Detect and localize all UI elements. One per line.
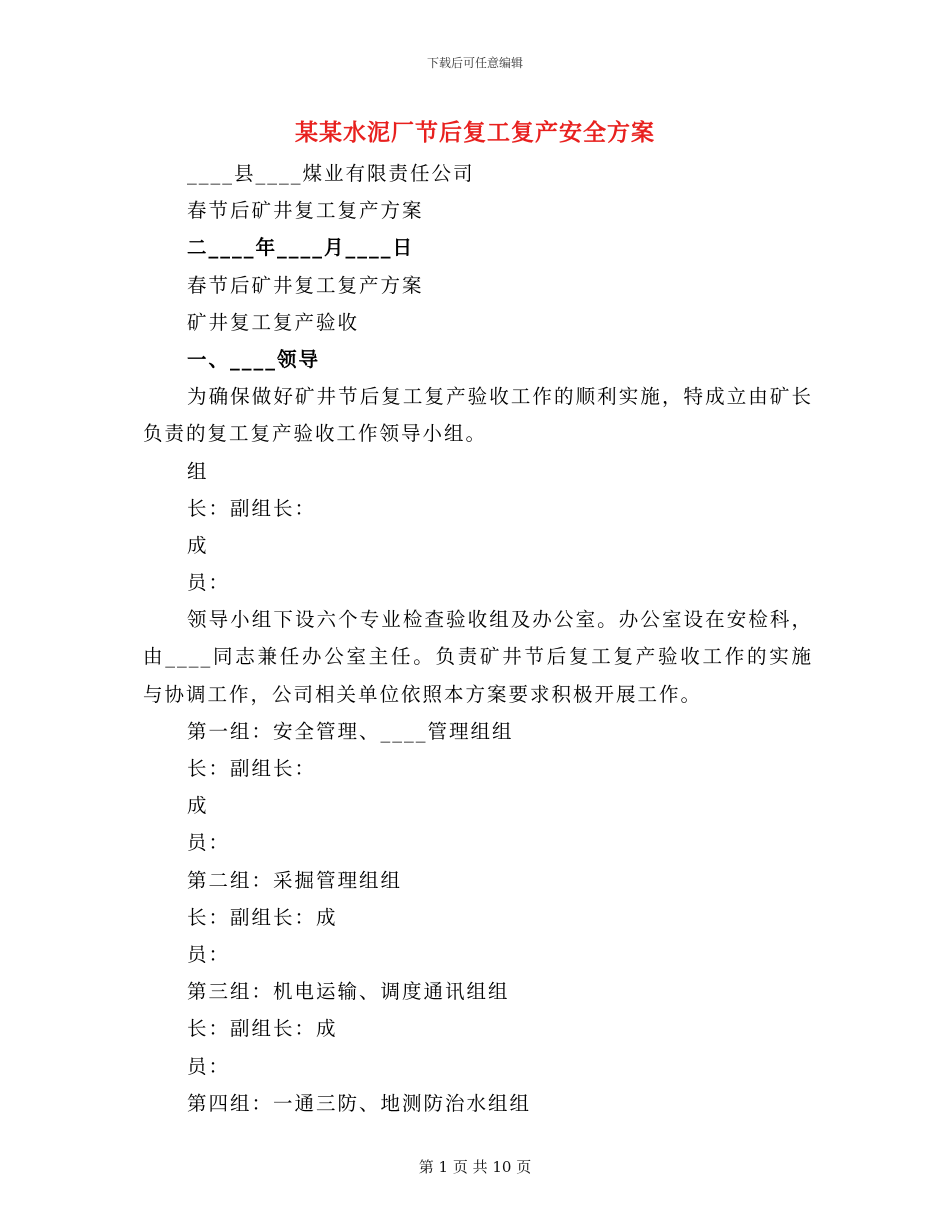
acceptance-line: 矿井复工复产验收: [187, 310, 360, 334]
document-body: [143, 155, 813, 1122]
group-2-title: 第二组：采掘管理组组: [187, 868, 403, 892]
group-1-leaders: 长：副组长：: [187, 757, 317, 781]
group-2-leaders: 长：副组长：成: [187, 905, 338, 929]
paragraph-office: 领导小组下设六个专业检查验收组及办公室。办公室设在安检科，由____同志兼任办公室主任。负责矿井节后复工复产验收工作的实施与协调工作，公司相关单位依照本方案要求积极开展工作。: [143, 608, 813, 706]
paragraph-leadership: 为确保做好矿井节后复工复产验收工作的顺利实施，特成立由矿长负责的复工复产验收工作领导小组。: [143, 385, 813, 446]
plan-name-line-2: 春节后矿井复工复产方案: [187, 273, 424, 297]
group-1-title: 第一组：安全管理、____管理组组: [187, 719, 514, 743]
plan-name-line: 春节后矿井复工复产方案: [187, 199, 424, 223]
section-heading: 一、____领导: [187, 347, 321, 371]
group-1-members: 员：: [187, 831, 231, 855]
group-1-member-label: 成: [187, 794, 209, 818]
group-label: 组: [187, 459, 209, 483]
company-line: ____县____煤业有限责任公司: [187, 162, 475, 185]
group-2-members: 员：: [187, 943, 231, 967]
member-label: 成: [187, 533, 209, 557]
group-3-leaders: 长：副组长：成: [187, 1017, 338, 1041]
page-footer: 第 1 页 共 10 页: [418, 1158, 532, 1176]
document-title: 某某水泥厂节后复工复产安全方案: [295, 119, 655, 146]
leader-line: 长：副组长：: [187, 496, 317, 520]
group-4-title: 第四组：一通三防、地测防治水组组: [187, 1091, 532, 1115]
group-3-title: 第三组：机电运输、调度通讯组组: [187, 980, 510, 1004]
group-3-members: 员：: [187, 1054, 231, 1078]
date-line: 二____年____月____日: [187, 236, 415, 260]
header-note: 下载后可任意编辑: [426, 56, 523, 70]
member-line: 员：: [187, 571, 231, 595]
